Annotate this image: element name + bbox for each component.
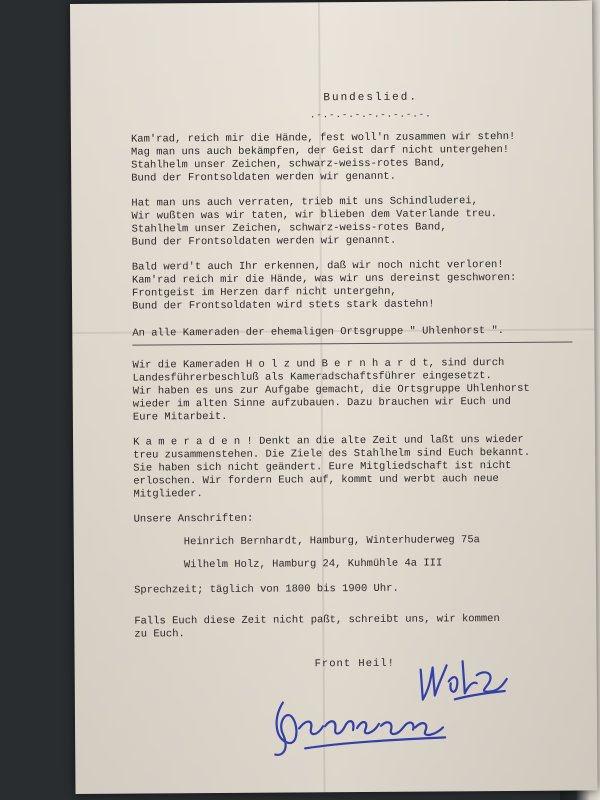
closing-line: Falls Euch diese Zeit nicht paßt, schreibt uns, wir kommen	[134, 613, 500, 628]
stanza-line: Stahlhelm unser Zeichen, schwarz-weiss-rotes Band,	[131, 157, 447, 172]
paragraph-line: Eure Mitarbeit.	[132, 410, 228, 424]
paragraph-line: treu zusammenstehen. Die Ziele des Stahlhelm sind Euch bekannt.	[133, 446, 531, 462]
document-content	[131, 91, 575, 673]
paragraph-line: Landesführerbeschluß als Kameradschaftsführer eingesetzt.	[132, 370, 492, 385]
paragraph-line: K a m e r a d e n ! Denkt an die alte Zeit und laßt uns wieder	[133, 433, 524, 449]
paragraph-line: erloschen. Wir fordern Euch auf, kommt und werbt auch neue	[133, 473, 499, 488]
paragraph-2	[133, 433, 573, 501]
paragraph-1	[132, 357, 572, 425]
stanza-line: Wir wußten was wir taten, wir blieben dem Vaterlande treu.	[131, 208, 497, 223]
address-holz: Wilhelm Holz, Hamburg 24, Kuhmühle 4a III	[183, 557, 443, 572]
closing-paragraph	[134, 612, 574, 641]
closing-line: zu Euch.	[134, 628, 185, 641]
stanza-2	[131, 195, 571, 250]
paragraph-line: Wir die Kameraden H o l z und B e r n h a r d t, sind durch	[132, 356, 505, 372]
signature-bernhardt	[265, 691, 465, 762]
address-label: Unsere Anschriften:	[133, 512, 254, 526]
paragraph-line: Wir haben es uns zur Aufgabe gemacht, die Ortsgruppe Uhlenhorst	[132, 382, 530, 398]
stanza-line: Stahlhelm unser Zeichen, schwarz-weiss-rotes Band,	[131, 221, 447, 236]
stanza-line: Kam'rad, reich mir die Hände, fest woll'n zusammen wir stehn!	[130, 130, 516, 146]
office-hours: Sprechzeit; täglich von 1800 bis 1900 Uhr.	[134, 582, 399, 597]
title-underline: .-.-.-.-.-.-.-.-.-.	[309, 109, 432, 121]
stanza-3	[132, 259, 572, 314]
document-sheet	[70, 0, 598, 794]
stanza-line: Bund der Frontsoldaten wird stets stark dastehn!	[132, 298, 435, 313]
paragraph-line: Sie haben sich nicht geändert. Eure Mitgliedschaft ist nicht	[133, 459, 512, 475]
stanza-line: Bald werd't auch Ihr erkennen, daß wir noch nicht verloren!	[131, 258, 504, 274]
section-heading: An alle Kameraden der ehemaligen Ortsgruppe " Uhlenhorst ".	[132, 325, 572, 346]
stanza-1	[131, 131, 571, 186]
stanza-line: Frontgeist im Herzen darf nicht untergehn,	[131, 285, 397, 300]
stanza-line: Bund der Frontsoldaten werden wir genannt.	[131, 234, 397, 249]
address-bernhardt: Heinrich Bernhardt, Hamburg, Winterhuderweg 75a	[183, 534, 480, 549]
stanza-line: Bund der Frontsoldaten werden wir genannt.	[131, 170, 396, 185]
stanza-line: Mag man uns auch bekämpfen, der Geist darf nicht untergehen!	[130, 143, 510, 159]
paragraph-line: Mitglieder.	[133, 488, 203, 501]
document-title: Bundeslied.	[323, 91, 419, 105]
greeting: Front Heil!	[314, 657, 395, 671]
paragraph-line: wieder im alten Sinne aufzubauen. Dazu brauchen wir Euch und	[132, 395, 511, 411]
stanza-line: Hat man uns auch verraten, trieb mit uns Schindluderei,	[131, 195, 478, 210]
stanza-line: Kam'rad reich mir die Hände, was wir uns dereinst geschworen:	[131, 271, 517, 287]
